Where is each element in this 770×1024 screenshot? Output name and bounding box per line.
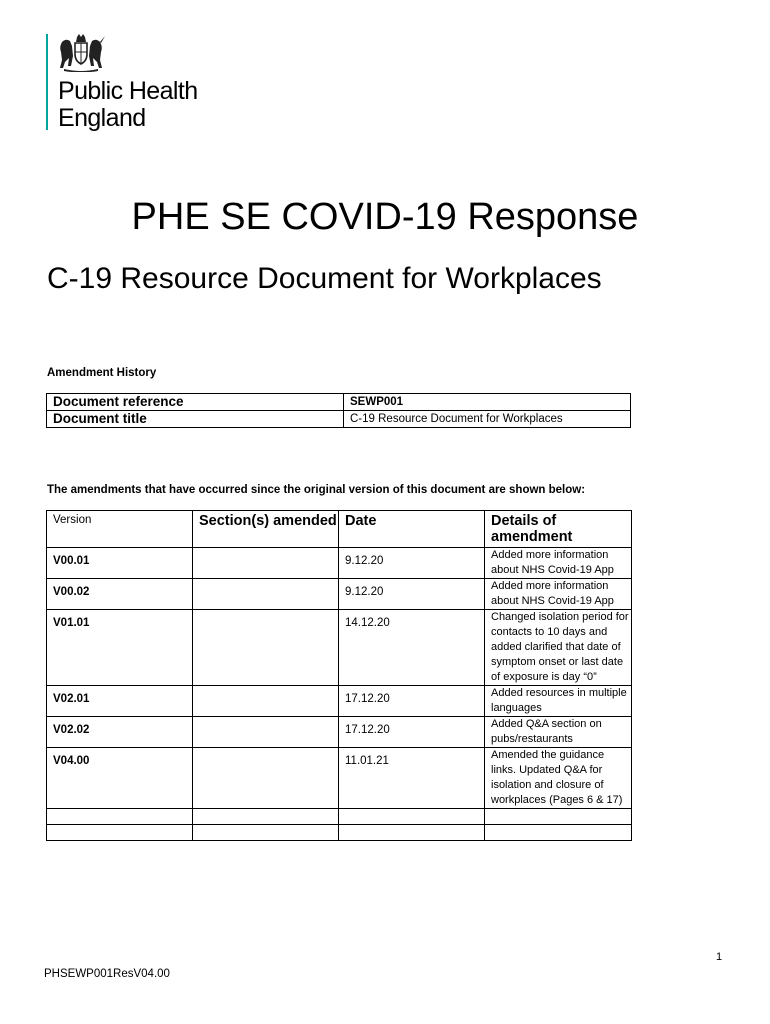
empty-cell [485, 809, 632, 825]
empty-cell [47, 809, 193, 825]
cell-date: 17.12.20 [339, 686, 485, 717]
cell-sections [193, 686, 339, 717]
cell-version: V02.01 [47, 686, 193, 717]
cell-date: 9.12.20 [339, 579, 485, 610]
reference-key: Document reference [47, 394, 344, 411]
logo-accent-bar [46, 34, 48, 130]
royal-crest-icon [56, 34, 106, 72]
document-footer-code: PHSEWP001ResV04.00 [44, 968, 170, 980]
cell-date: 11.01.21 [339, 748, 485, 809]
document-title: PHE SE COVID-19 Response [131, 196, 639, 238]
cell-sections [193, 610, 339, 686]
empty-cell [47, 825, 193, 841]
cell-date: 17.12.20 [339, 717, 485, 748]
table-row [47, 548, 632, 579]
cell-sections [193, 579, 339, 610]
table-row [47, 579, 632, 610]
empty-table-row [47, 825, 632, 841]
cell-sections [193, 748, 339, 809]
empty-cell [485, 825, 632, 841]
empty-cell [339, 809, 485, 825]
document-subtitle: C-19 Resource Document for Workplaces [47, 262, 602, 295]
empty-table-row [47, 809, 632, 825]
header-date: Date [339, 511, 485, 548]
table-row [47, 610, 632, 686]
empty-cell [193, 825, 339, 841]
empty-cell [193, 809, 339, 825]
cell-details: Changed isolation period for contacts to 10 days and added clarified that date of symptom onset or last date of exposure is day “0” [485, 610, 632, 686]
document-reference-table [46, 393, 631, 428]
cell-version: V00.02 [47, 579, 193, 610]
amendments-table [46, 510, 632, 841]
cell-details: Added more information about NHS Covid-19 App [485, 579, 632, 610]
table-header-row [47, 511, 632, 548]
table-row [47, 748, 632, 809]
cell-version: V01.01 [47, 610, 193, 686]
table-row [47, 394, 631, 411]
cell-sections [193, 717, 339, 748]
page-number: 1 [716, 951, 723, 963]
table-row [47, 717, 632, 748]
amendments-intro: The amendments that have occurred since the original version of this document are shown below: [47, 484, 586, 496]
header-details: Details of amendment [485, 511, 632, 548]
cell-details: Added resources in multiple languages [485, 686, 632, 717]
amendment-history-label: Amendment History [47, 367, 157, 379]
org-name [58, 78, 198, 132]
org-name-line1: Public Health [58, 77, 198, 105]
reference-key: Document title [47, 411, 344, 428]
cell-details: Amended the guidance links. Updated Q&A for isolation and closure of workplaces (Pages 6 & 17) [485, 748, 632, 809]
cell-details: Added Q&A section on pubs/restaurants [485, 717, 632, 748]
empty-cell [339, 825, 485, 841]
cell-details: Added more information about NHS Covid-19 App [485, 548, 632, 579]
reference-value: C-19 Resource Document for Workplaces [344, 411, 631, 428]
cell-version: V04.00 [47, 748, 193, 809]
cell-version: V02.02 [47, 717, 193, 748]
table-row [47, 411, 631, 428]
table-row [47, 686, 632, 717]
reference-value: SEWP001 [344, 394, 631, 411]
cell-version: V00.01 [47, 548, 193, 579]
header-sections: Section(s) amended [193, 511, 339, 548]
header-version: Version [47, 511, 193, 548]
org-name-line2: England [58, 104, 146, 132]
cell-date: 14.12.20 [339, 610, 485, 686]
cell-date: 9.12.20 [339, 548, 485, 579]
cell-sections [193, 548, 339, 579]
